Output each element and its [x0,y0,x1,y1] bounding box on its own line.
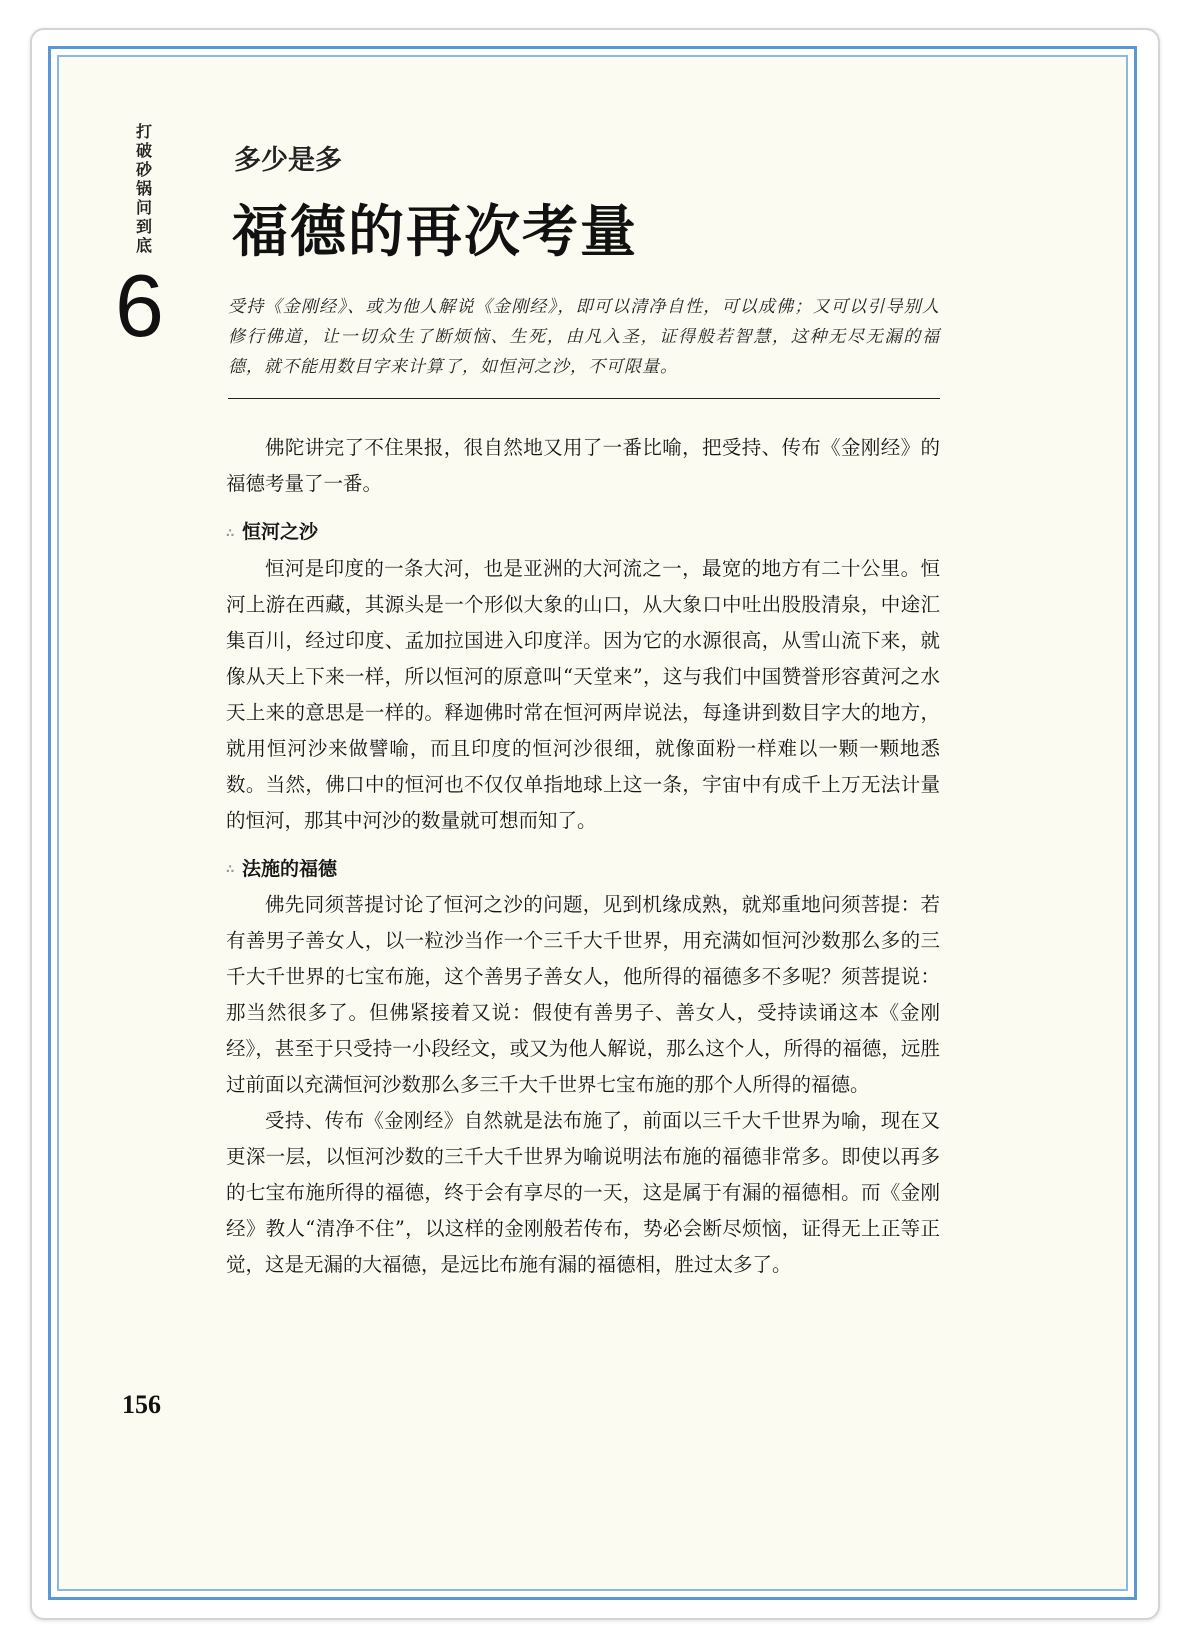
page-number: 156 [122,1390,161,1419]
paragraph: 恒河是印度的一条大河，也是亚洲的大河流之一，最宽的地方有二十公里。恒河上游在西藏，其源头是一个形似大象的山口，从大象口中吐出股股清泉，中途汇集百川，经过印度、孟加拉国进入印度洋。因为它的水源很高，从雪山流下来，就像从天上下来一样，所以恒河的原意叫“天堂来”，这与我们中国赞誉形容黄河之水天上来的意思是一样的。释迦佛时常在恒河两岸说法，每逢讲到数目字大的地方，就用恒河沙来做譬喻，而且印度的恒河沙很细，就像面粉一样难以一颗一颗地悉数。当然，佛口中的恒河也不仅仅单指地球上这一条，宇宙中有成千上万无法计量的恒河，那其中河沙的数量就可想而知了。 [226,556,940,832]
paragraph: 佛先同须菩提讨论了恒河之沙的问题，见到机缘成熟，就郑重地问须菩提：若有善男子善女人，以一粒沙当作一个三千大千世界，用充满如恒河沙数那么多的三千大千世界的七宝布施，这个善男子善女人，他所得的福德多不多呢？须菩提说：那当然很多了。但佛紧接着又说：假使有善男子、善女人，受持读诵这本《金刚经》，甚至于只受持一小段经文，或又为他人解说，那么这个人，所得的福德，远胜过前面以充满恒河沙数那么多三千大千世界七宝布施的那个人所得的福德。 [226,893,940,1096]
paragraph: 受持、传布《金刚经》自然就是法布施了，前面以三千大千世界为喻，现在又更深一层，以恒河沙数的三千大千世界为喻说明法布施的福德非常多。即使以再多的七宝布施所得的福德，终于会有享尽的一天，这是属于有漏的福德相。而《金刚经》教人“清净不住”，以这样的金刚般若传布，势必会断尽烦恼，证得无上正等正觉，这是无漏的大福德，是远比布施有漏的福德相，胜过太多了。 [226,1109,940,1276]
series-title-char: 破 [135,141,152,160]
section-heading-text: 恒河之沙 [242,521,319,543]
divider [228,398,940,399]
section-marker-icon: ∴ [226,862,235,876]
section-heading [226,514,940,551]
section-heading [226,851,940,888]
chapter-intro: 受持《金刚经》、或为他人解说《金刚经》，即可以清净自性，可以成佛；又可以引导别人修行佛道，让一切众生了断烦恼、生死，由凡入圣，证得般若智慧，这种无尽无漏的福德，就不能用数目字来计算了，如恒河之沙，不可限量。 [228,297,940,377]
section-heading-text: 法施的福德 [242,857,338,880]
series-title-char: 到 [135,217,152,236]
opening-paragraph: 佛陀讲完了不住果报，很自然地又用了一番比喻，把受持、传布《金刚经》的福德考量了一番。 [226,436,940,495]
chapter-number: 6 [115,256,164,355]
chapter-subtitle: 多少是多 [234,145,342,176]
section-marker-icon: ∴ [226,525,235,540]
series-title-char: 锅 [135,179,152,198]
series-title-char: 问 [135,198,152,217]
series-title-char: 底 [135,236,152,255]
body-text [226,430,940,1283]
series-title-vertical [133,122,155,255]
series-title-char: 打 [135,122,152,141]
chapter-title: 福德的再次考量 [232,200,638,265]
series-title-char: 砂 [135,160,152,179]
